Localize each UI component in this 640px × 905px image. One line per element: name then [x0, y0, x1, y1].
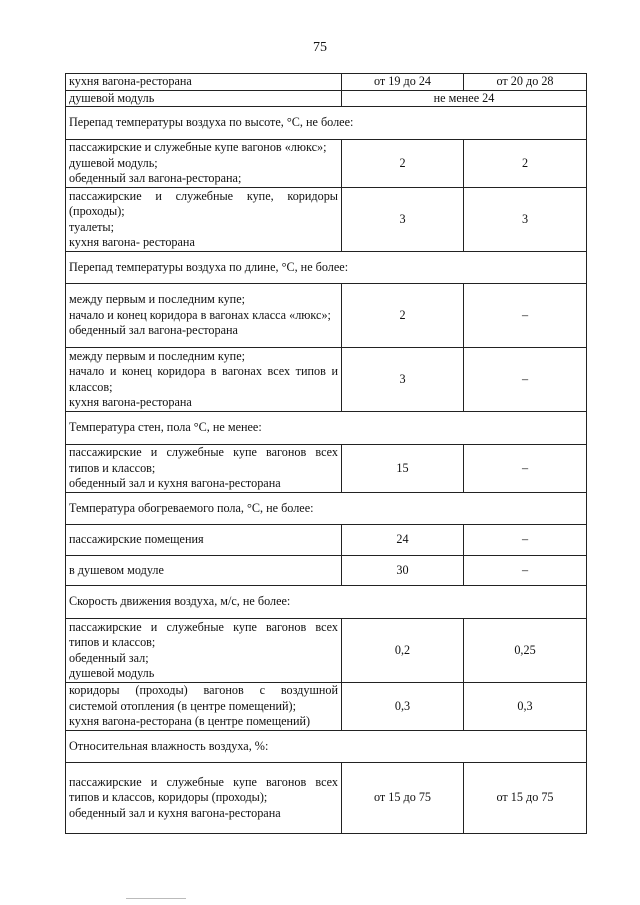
table-row	[66, 74, 587, 91]
description-line: обеденный зал;	[69, 650, 149, 665]
value-cell-column-2: от 20 до 28	[464, 74, 587, 91]
description-line: пассажирские и служебные купе, коридоры (проходы);	[69, 188, 338, 218]
premises-description-cell	[66, 188, 342, 252]
section-title: Температура стен, пола °С, не менее:	[66, 412, 587, 445]
premises-description-cell	[66, 619, 342, 683]
description-line: пассажирские помещения	[69, 532, 204, 547]
table-row	[66, 683, 587, 731]
description-line: между первым и последним купе;	[69, 292, 246, 307]
table-section-header-row	[66, 586, 587, 619]
table-row	[66, 445, 587, 493]
value-cell-column-2: –	[464, 284, 587, 348]
scan-artifact-line	[126, 898, 186, 899]
premises-description-cell	[66, 348, 342, 412]
value-cell-column-1: 3	[342, 348, 464, 412]
table-row	[66, 525, 587, 556]
premises-description-cell	[66, 74, 342, 91]
norms-table	[65, 73, 587, 834]
description-line: пассажирские и служебные купе вагонов «люкс»;	[69, 140, 327, 155]
value-cell-column-1: 3	[342, 188, 464, 252]
section-title: Относительная влажность воздуха, %:	[66, 731, 587, 763]
premises-description-cell	[66, 140, 342, 188]
description-line: кухня вагона-ресторана (в центре помещений)	[69, 714, 311, 729]
page-number: 75	[313, 40, 327, 55]
value-cell-column-1: 2	[342, 140, 464, 188]
description-line: пассажирские и служебные купе вагонов всех типов и классов;	[69, 445, 338, 475]
section-title: Температура обогреваемого пола, °С, не более:	[66, 493, 587, 525]
section-title: Перепад температуры воздуха по высоте, °С, не более:	[66, 107, 587, 140]
premises-description-cell	[66, 525, 342, 556]
table-section-header-row	[66, 107, 587, 140]
value-cell-column-2: –	[464, 525, 587, 556]
description-line: душевой модуль	[69, 90, 155, 105]
description-line: туалеты;	[69, 219, 115, 234]
premises-description-cell	[66, 763, 342, 834]
table-row	[66, 556, 587, 586]
value-cell-column-1: 15	[342, 445, 464, 493]
premises-description-cell	[66, 284, 342, 348]
description-line: кухня вагона-ресторана	[69, 395, 192, 409]
value-cell-column-2: 2	[464, 140, 587, 188]
value-cell-column-1: 2	[342, 284, 464, 348]
description-line: начало и конец коридора в вагонах класса «люкс»;	[69, 307, 331, 322]
value-cell-column-2: 0,25	[464, 619, 587, 683]
premises-description-cell	[66, 683, 342, 731]
value-cell-column-2: –	[464, 445, 587, 493]
table-row	[66, 348, 587, 412]
table-row	[66, 284, 587, 348]
value-cell-column-2: 3	[464, 188, 587, 252]
table-section-header-row	[66, 493, 587, 525]
value-cell-column-1: 24	[342, 525, 464, 556]
section-title: Скорость движения воздуха, м/с, не более:	[66, 586, 587, 619]
description-line: в душевом модуле	[69, 562, 164, 577]
table-row	[66, 619, 587, 683]
table-section-header-row	[66, 252, 587, 284]
description-line: душевой модуль;	[69, 155, 158, 170]
merged-value-cell: не менее 24	[342, 90, 587, 107]
value-cell-column-2: от 15 до 75	[464, 763, 587, 834]
table-section-header-row	[66, 412, 587, 445]
value-cell-column-1: 0,3	[342, 683, 464, 731]
description-line: обеденный зал и кухня вагона-ресторана	[69, 805, 281, 820]
description-line: обеденный зал вагона-ресторана	[69, 323, 238, 338]
value-cell-column-1: 30	[342, 556, 464, 586]
premises-description-cell	[66, 556, 342, 586]
description-line: обеденный зал и кухня вагона-ресторана	[69, 476, 281, 491]
value-cell-column-1: от 15 до 75	[342, 763, 464, 834]
value-cell-column-1: от 19 до 24	[342, 74, 464, 91]
value-cell-column-2: –	[464, 348, 587, 412]
description-line: обеденный зал вагона-ресторана;	[69, 171, 242, 186]
description-line: между первым и последним купе;	[69, 348, 246, 363]
premises-description-cell	[66, 90, 342, 107]
description-line: пассажирские и служебные купе вагонов всех типов и классов, коридоры (проходы);	[69, 774, 338, 805]
description-line: пассажирские и служебные купе вагонов всех типов и классов;	[69, 619, 338, 649]
description-line: коридоры (проходы) вагонов с воздушной системой отопления (в центре помещений);	[69, 683, 338, 713]
section-title: Перепад температуры воздуха по длине, °С, не более:	[66, 252, 587, 284]
premises-description-cell	[66, 445, 342, 493]
value-cell-column-2: 0,3	[464, 683, 587, 731]
table-section-header-row	[66, 731, 587, 763]
table-row	[66, 188, 587, 252]
table-row	[66, 763, 587, 834]
description-line: душевой модуль	[69, 666, 155, 680]
value-cell-column-2: –	[464, 556, 587, 586]
description-line: начало и конец коридора в вагонах всех типов и классов;	[69, 364, 338, 394]
description-line: кухня вагона- ресторана	[69, 235, 195, 249]
table-row	[66, 140, 587, 188]
value-cell-column-1: 0,2	[342, 619, 464, 683]
description-line: кухня вагона-ресторана	[69, 74, 192, 88]
norms-table-body	[66, 74, 587, 834]
table-row	[66, 90, 587, 107]
